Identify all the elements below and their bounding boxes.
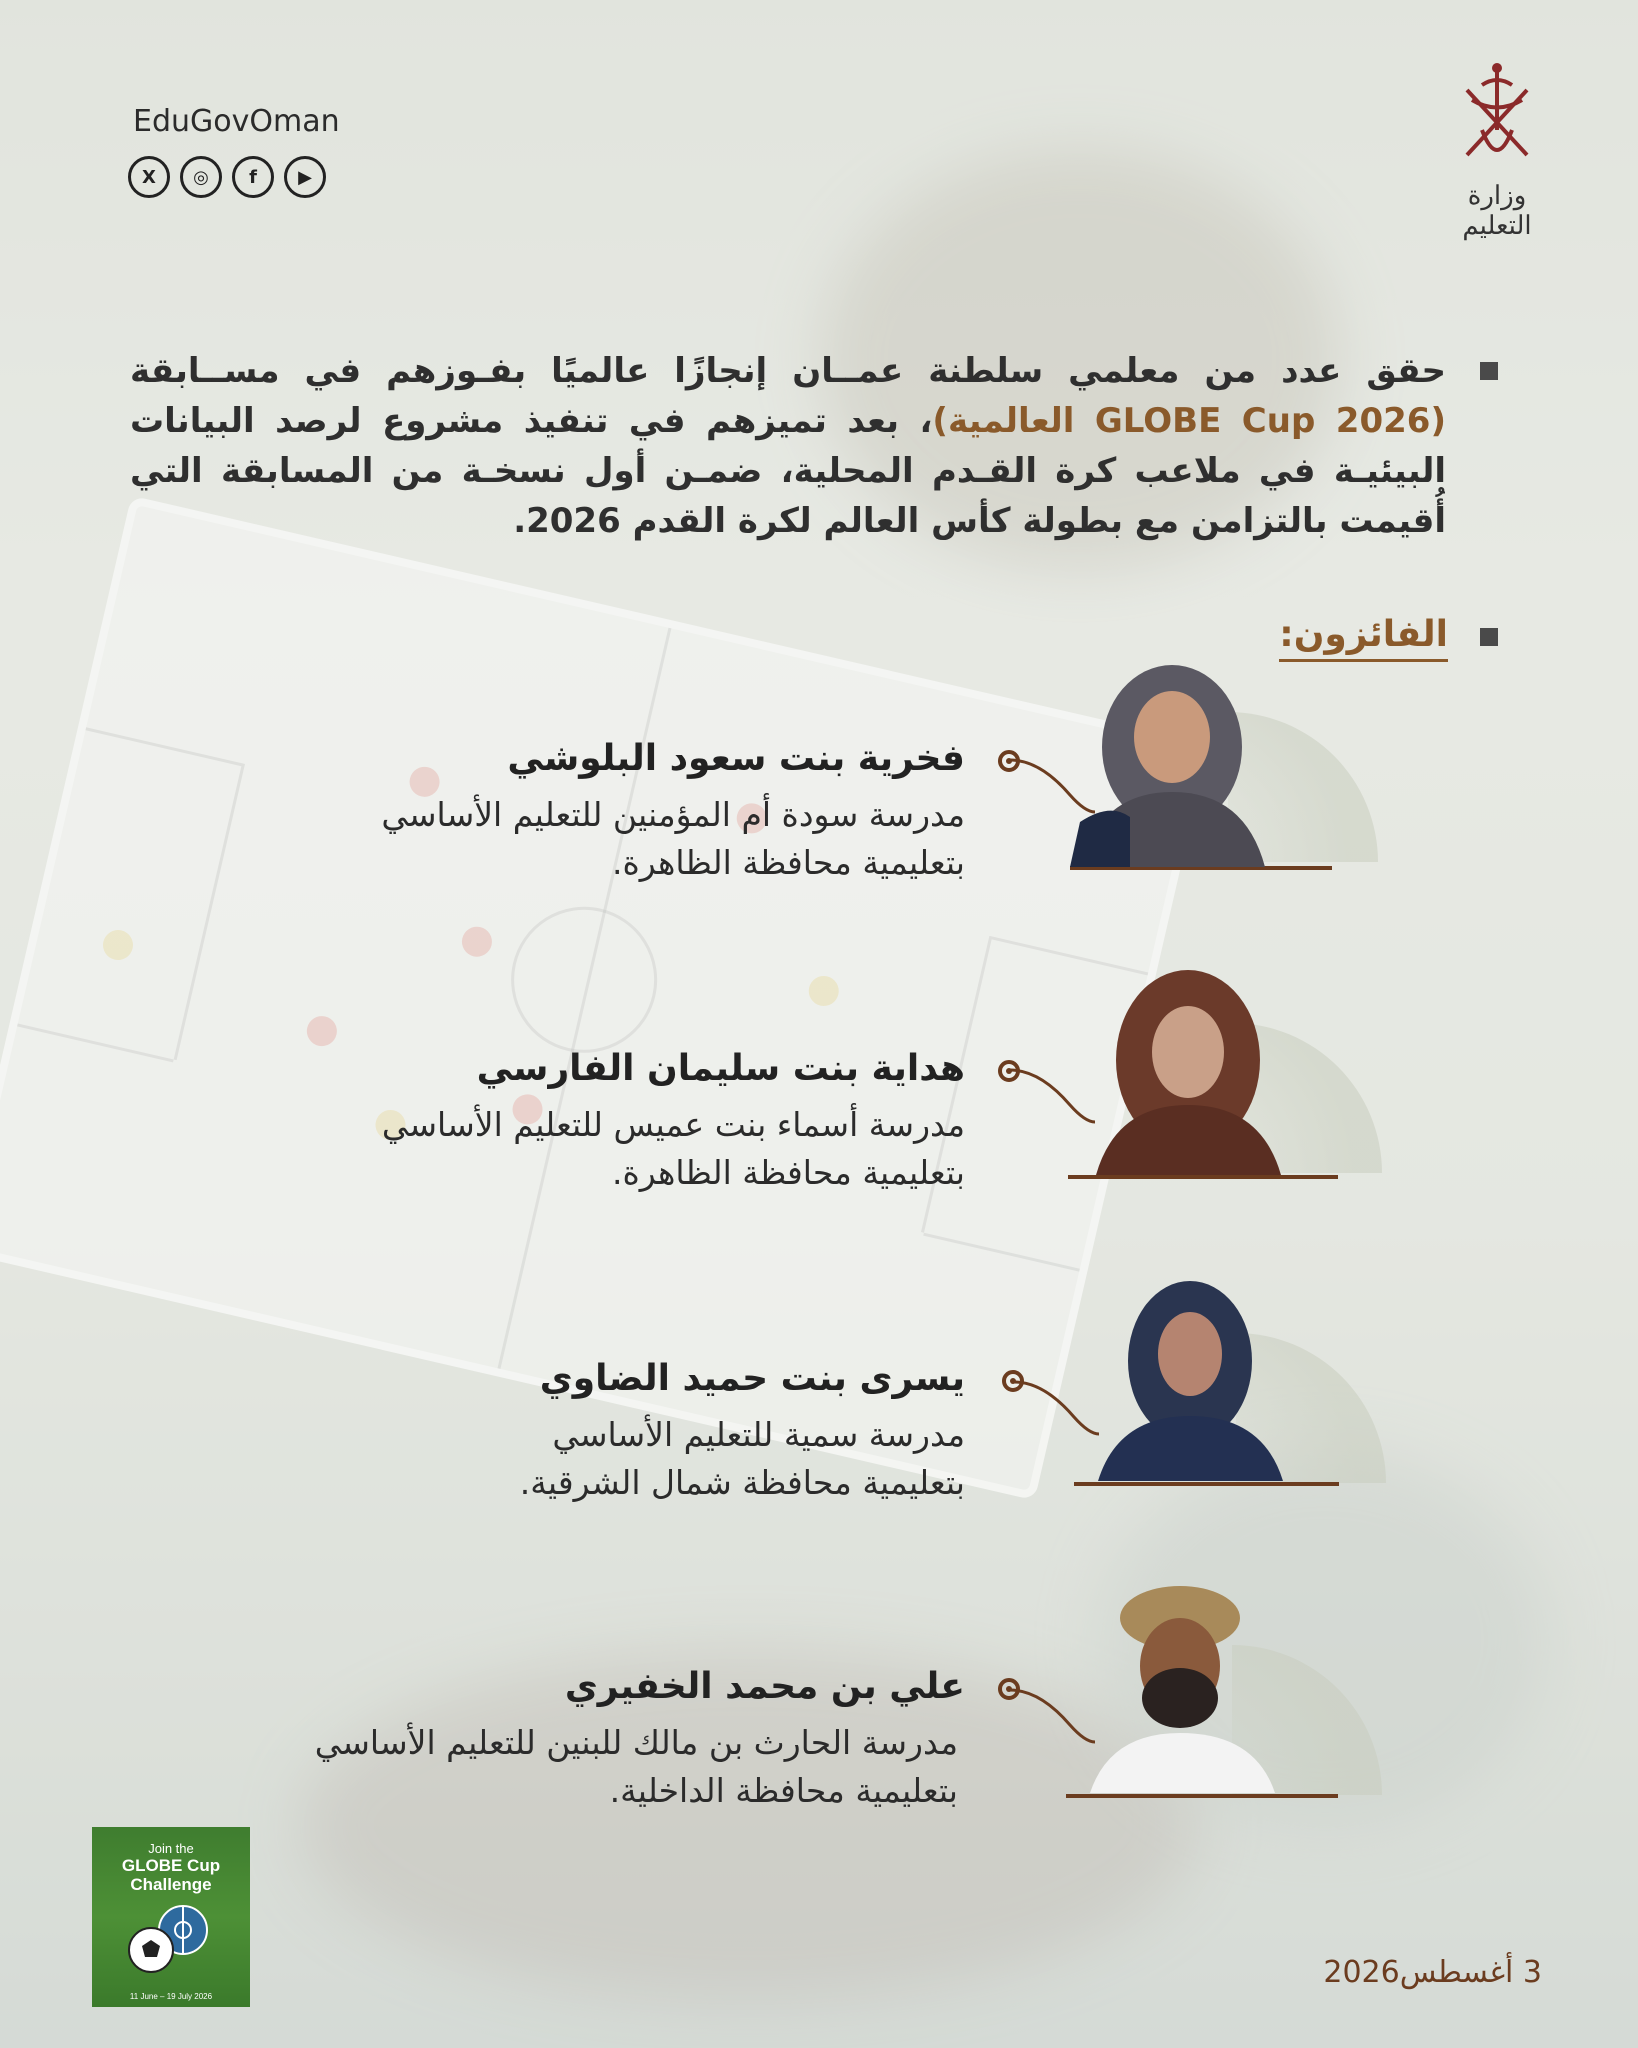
- winner-photo: [1080, 1578, 1285, 1793]
- winner-name: هداية بنت سليمان الفارسي: [476, 1048, 965, 1089]
- winner-name: يسرى بنت حميد الضاوي: [539, 1358, 965, 1399]
- instagram-icon[interactable]: ◎: [180, 156, 222, 198]
- ministry-logo: [1432, 60, 1562, 241]
- globe-cup-badge: [92, 1827, 250, 2007]
- bullet-dot: [998, 750, 1020, 772]
- bullet-icon: [1480, 362, 1498, 380]
- underline: [1066, 1794, 1338, 1798]
- intro-highlight: (GLOBE Cup 2026 العالمية): [932, 401, 1446, 441]
- emblem-icon: [1452, 60, 1542, 175]
- bullet-icon: [1480, 628, 1498, 646]
- intro-text-2: ، بعد تميزهم في تنفيذ مشروع لرصد البيانات البيئيـة في ملاعب كرة القـدم المحلية، ضمـن أول نسخـة من المسابقة التي أُقيمت بالتزامن مع بطولة كأس العالم لكرة القدم 2026.: [130, 401, 1446, 541]
- winner-district: بتعليمية محافظة الظاهرة.: [612, 1153, 965, 1192]
- winner-photo: [1088, 1266, 1293, 1481]
- intro-paragraph: [130, 346, 1446, 546]
- winner-school: مدرسة الحارث بن مالك للبنين للتعليم الأساسي: [314, 1723, 958, 1762]
- badge-line2: GLOBE Cup: [121, 1856, 221, 1875]
- badge-dates: 11 June – 19 July 2026: [129, 1992, 213, 2001]
- ministry-name: وزارة التعليم: [1462, 181, 1532, 241]
- badge-line3: Challenge: [130, 1875, 212, 1894]
- post-date: 3 أغسطس2026: [1323, 1955, 1542, 1990]
- account-handle[interactable]: EduGovOman: [133, 104, 340, 139]
- winner-photo: [1070, 652, 1275, 867]
- winner-school: مدرسة سودة أم المؤمنين للتعليم الأساسي: [381, 795, 965, 834]
- facebook-icon[interactable]: f: [232, 156, 274, 198]
- winner-photo: [1086, 960, 1291, 1175]
- winner-district: بتعليمية محافظة الظاهرة.: [612, 843, 965, 882]
- winner-district: بتعليمية محافظة الداخلية.: [609, 1771, 958, 1810]
- winners-heading: الفائزون:: [1279, 614, 1448, 662]
- winner-name: فخرية بنت سعود البلوشي: [507, 738, 965, 779]
- badge-line1: Join the: [148, 1841, 194, 1856]
- x-icon[interactable]: X: [128, 156, 170, 198]
- winner-name: علي بن محمد الخفيري: [564, 1666, 965, 1707]
- intro-text-1: حقق عدد من معلمي سلطنة عمــان إنجازًا عالميًا بفـوزهم في مســابقة: [130, 351, 1446, 391]
- winner-district: بتعليمية محافظة شمال الشرقية.: [519, 1463, 965, 1502]
- winner-school: مدرسة أسماء بنت عميس للتعليم الأساسي: [381, 1105, 965, 1144]
- bullet-dot: [998, 1060, 1020, 1082]
- social-links: [128, 156, 326, 198]
- bullet-dot: [998, 1678, 1020, 1700]
- youtube-icon[interactable]: ▶: [284, 156, 326, 198]
- bullet-dot: [1002, 1370, 1024, 1392]
- soccer-ball-icon: [121, 1900, 221, 1980]
- winner-school: مدرسة سمية للتعليم الأساسي: [552, 1415, 965, 1454]
- underline: [1074, 1482, 1339, 1486]
- underline: [1068, 1175, 1338, 1179]
